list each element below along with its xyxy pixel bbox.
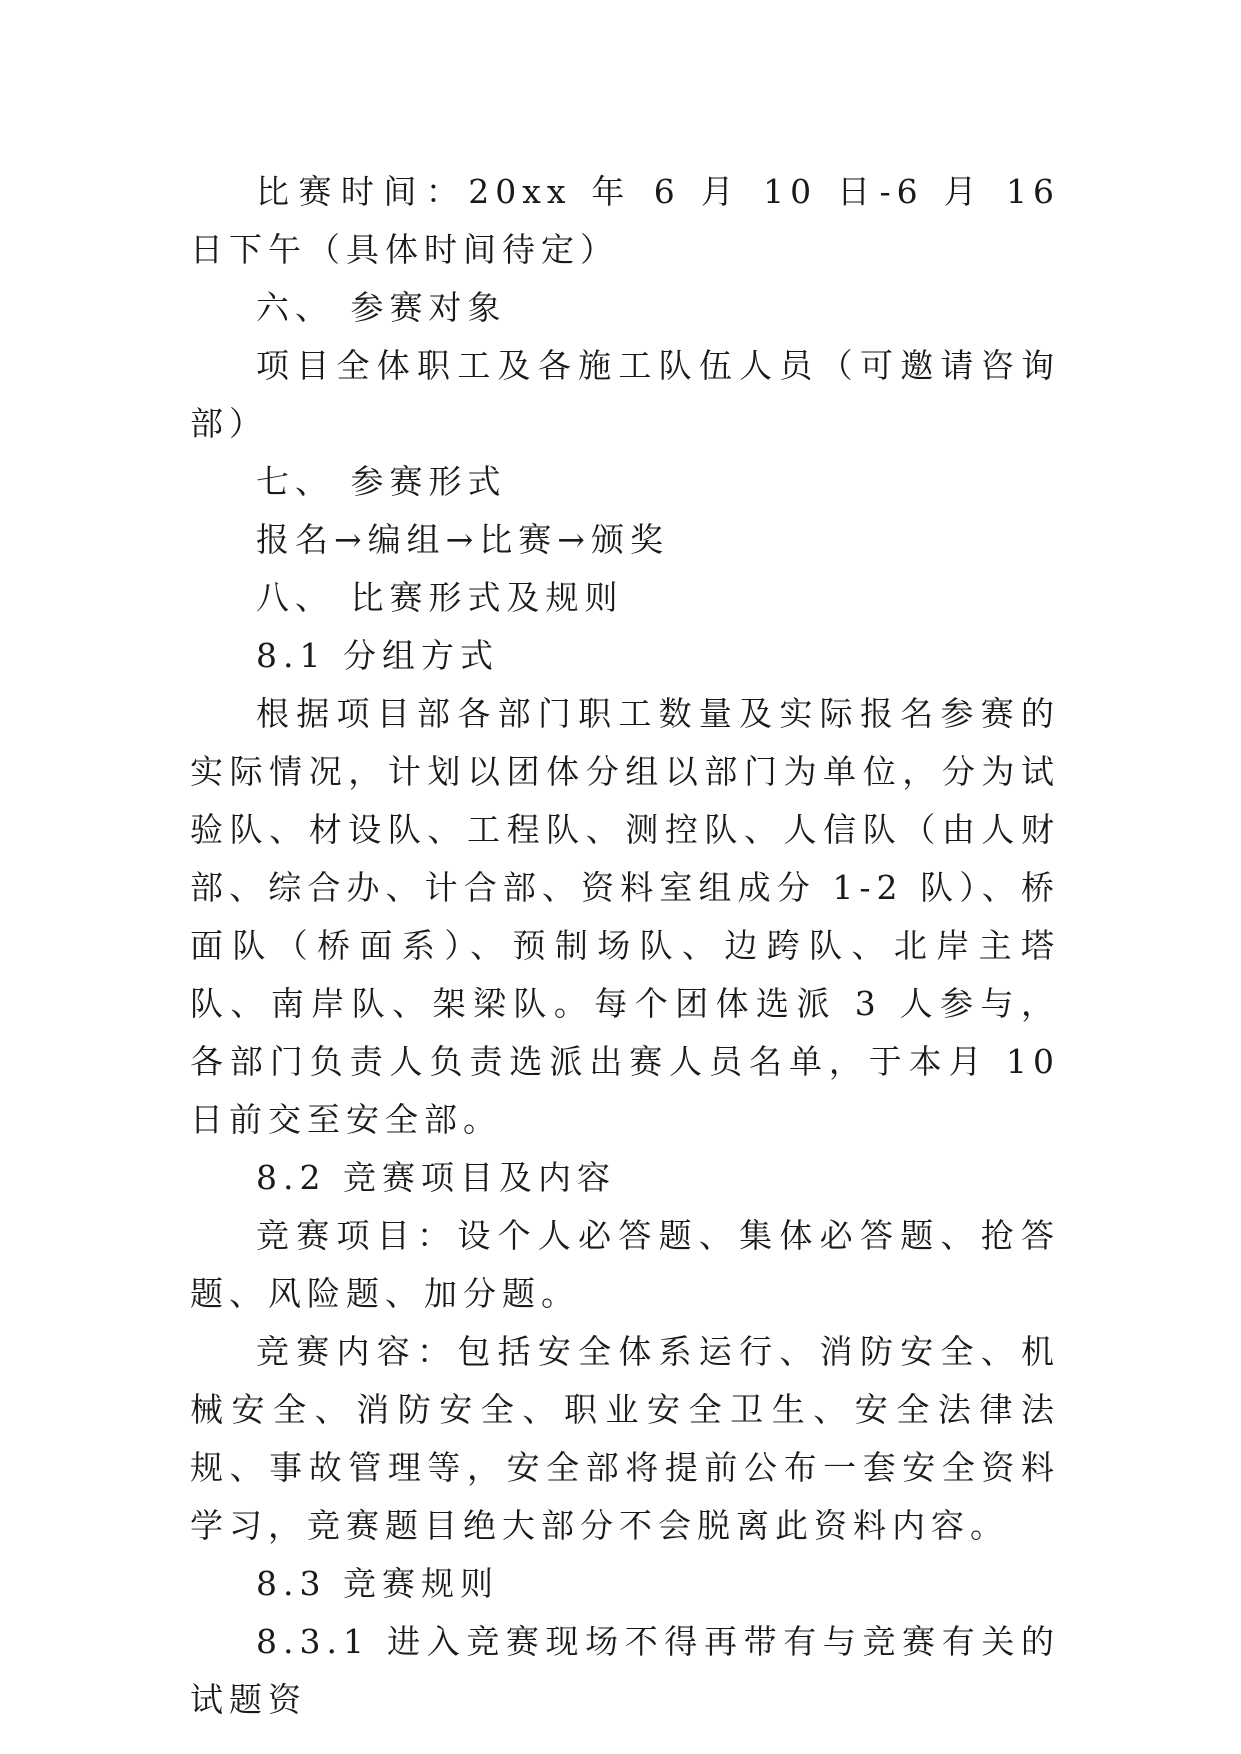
paragraph-participants: 项目全体职工及各施工队伍人员（可邀请咨询部） (190, 346, 1060, 443)
paragraph-grouping-method: 根据项目部各部门职工数量及实际报名参赛的实际情况，计划以团体分组以部门为单位，分为试验队、材设队、工程队、测控队、人信队（由人财部、综合办、计合部、资料室组成分 1-2 队）、桥面队（桥面系）、预制场队、边跨队、北岸主塔队、南岸队、架梁队。每个团体选派 3 人参与，各部门负责人负责选派出赛人员名单，于本月 10 日前交至安全部。 (190, 694, 1060, 1139)
heading-participation-form: 七、 参赛形式 (256, 462, 507, 501)
heading-grouping-method: 8.1 分组方式 (256, 636, 499, 675)
paragraph-competition-items: 竞赛项目：设个人必答题、集体必答题、抢答题、风险题、加分题。 (190, 1216, 1060, 1313)
heading-participants: 六、 参赛对象 (256, 288, 507, 327)
heading-items-and-content: 8.2 竞赛项目及内容 (256, 1158, 616, 1197)
document-body (190, 163, 1060, 1729)
heading-competition-rules: 八、 比赛形式及规则 (256, 578, 624, 617)
paragraph-competition-content: 竞赛内容：包括安全体系运行、消防安全、机械安全、消防安全、职业安全卫生、安全法律法规、事故管理等，安全部将提前公布一套安全资料学习，竞赛题目绝大部分不会脱离此资料内容。 (190, 1332, 1060, 1545)
paragraph-rule-8-3-1: 8.3.1 进入竞赛现场不得再带有与竞赛有关的试题资 (190, 1622, 1060, 1719)
heading-rules: 8.3 竞赛规则 (256, 1564, 499, 1603)
paragraph-schedule: 比赛时间：20xx 年 6 月 10 日-6 月 16 日下午（具体时间待定） (190, 172, 1060, 269)
paragraph-process-flow: 报名→编组→比赛→颁奖 (256, 520, 669, 559)
